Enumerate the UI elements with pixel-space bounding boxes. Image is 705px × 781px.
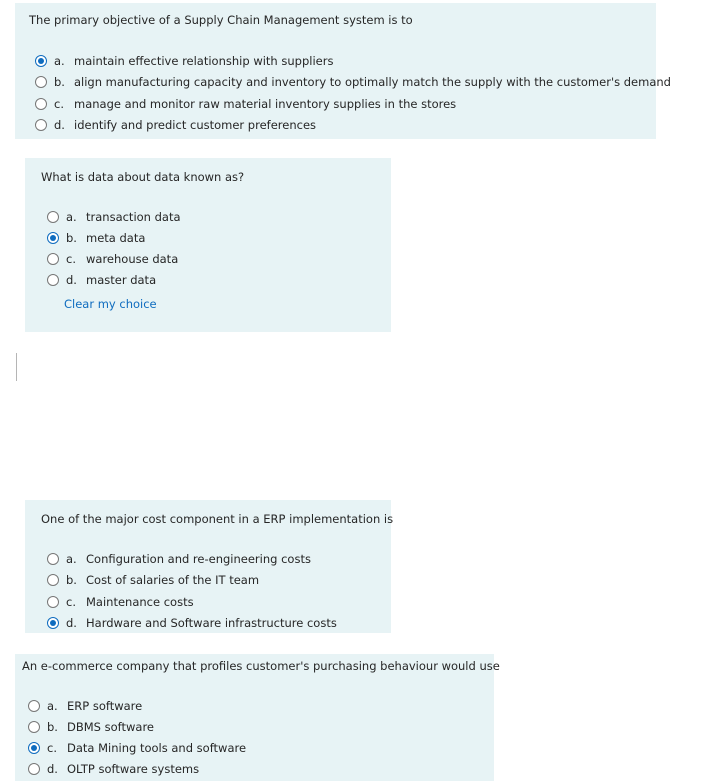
question-1-option-b[interactable] [35, 73, 671, 91]
radio-unchecked-icon[interactable] [35, 76, 47, 88]
question-1-option-c[interactable] [35, 95, 456, 113]
option-letter: d. [66, 616, 77, 630]
option-letter: c. [66, 252, 76, 266]
option-letter: d. [54, 118, 65, 132]
question-4-option-c[interactable] [28, 739, 246, 757]
question-2-option-b[interactable] [47, 229, 145, 247]
question-4-option-d[interactable] [28, 760, 199, 778]
radio-unchecked-icon[interactable] [35, 98, 47, 110]
radio-unchecked-icon[interactable] [47, 596, 59, 608]
question-2-option-d[interactable] [47, 271, 156, 289]
option-text: DBMS software [67, 720, 155, 734]
radio-unchecked-icon[interactable] [47, 574, 59, 586]
radio-unchecked-icon[interactable] [47, 253, 59, 265]
radio-unchecked-icon[interactable] [28, 763, 40, 775]
option-text: ERP software [67, 699, 143, 713]
radio-unchecked-icon[interactable] [28, 721, 40, 733]
radio-checked-icon[interactable] [47, 617, 59, 629]
option-text: master data [86, 273, 157, 287]
option-text: Data Mining tools and software [67, 741, 247, 755]
option-letter: a. [66, 210, 77, 224]
option-text: maintain effective relationship with suppliers [74, 54, 334, 68]
option-letter: c. [54, 97, 64, 111]
option-text: Configuration and re-engineering costs [86, 552, 311, 566]
radio-checked-icon[interactable] [35, 55, 47, 67]
radio-unchecked-icon[interactable] [47, 553, 59, 565]
question-3-option-a[interactable] [47, 550, 311, 568]
question-1-prompt: The primary objective of a Supply Chain Management system is to [29, 13, 413, 27]
clear-my-choice-link[interactable]: Clear my choice [64, 297, 157, 311]
option-text: Cost of salaries of the IT team [86, 573, 260, 587]
radio-unchecked-icon[interactable] [47, 211, 59, 223]
option-letter: d. [47, 762, 58, 776]
radio-checked-icon[interactable] [28, 742, 40, 754]
radio-unchecked-icon[interactable] [47, 274, 59, 286]
option-text: OLTP software systems [67, 762, 200, 776]
question-3-option-b[interactable] [47, 571, 259, 589]
question-3-prompt: One of the major cost component in a ERP implementation is [41, 512, 394, 526]
question-4-option-a[interactable] [28, 697, 142, 715]
question-1-option-d[interactable] [35, 116, 316, 134]
option-text: meta data [86, 231, 146, 245]
question-4-prompt: An e-commerce company that profiles customer's purchasing behaviour would use [22, 659, 500, 673]
option-letter: a. [54, 54, 65, 68]
option-letter: b. [54, 75, 65, 89]
question-3-option-c[interactable] [47, 593, 194, 611]
option-letter: b. [47, 720, 58, 734]
question-4-option-b[interactable] [28, 718, 154, 736]
option-letter: b. [66, 573, 77, 587]
question-1-option-a[interactable] [35, 52, 333, 70]
option-text: warehouse data [86, 252, 179, 266]
option-text: Maintenance costs [86, 595, 194, 609]
option-letter: a. [66, 552, 77, 566]
option-letter: c. [47, 741, 57, 755]
option-text: identify and predict customer preferences [74, 118, 317, 132]
option-letter: a. [47, 699, 58, 713]
option-letter: d. [66, 273, 77, 287]
radio-unchecked-icon[interactable] [28, 700, 40, 712]
question-3-option-d[interactable] [47, 614, 337, 632]
option-text: align manufacturing capacity and inventory to optimally match the supply with the customer's demand [74, 75, 671, 89]
option-text: transaction data [86, 210, 181, 224]
option-letter: b. [66, 231, 77, 245]
radio-unchecked-icon[interactable] [35, 119, 47, 131]
question-2-option-a[interactable] [47, 208, 181, 226]
question-2-prompt: What is data about data known as? [41, 170, 245, 184]
radio-checked-icon[interactable] [47, 232, 59, 244]
text-cursor [16, 353, 17, 381]
option-text: Hardware and Software infrastructure costs [86, 616, 337, 630]
option-text: manage and monitor raw material inventory supplies in the stores [74, 97, 457, 111]
option-letter: c. [66, 595, 76, 609]
question-2-option-c[interactable] [47, 250, 178, 268]
